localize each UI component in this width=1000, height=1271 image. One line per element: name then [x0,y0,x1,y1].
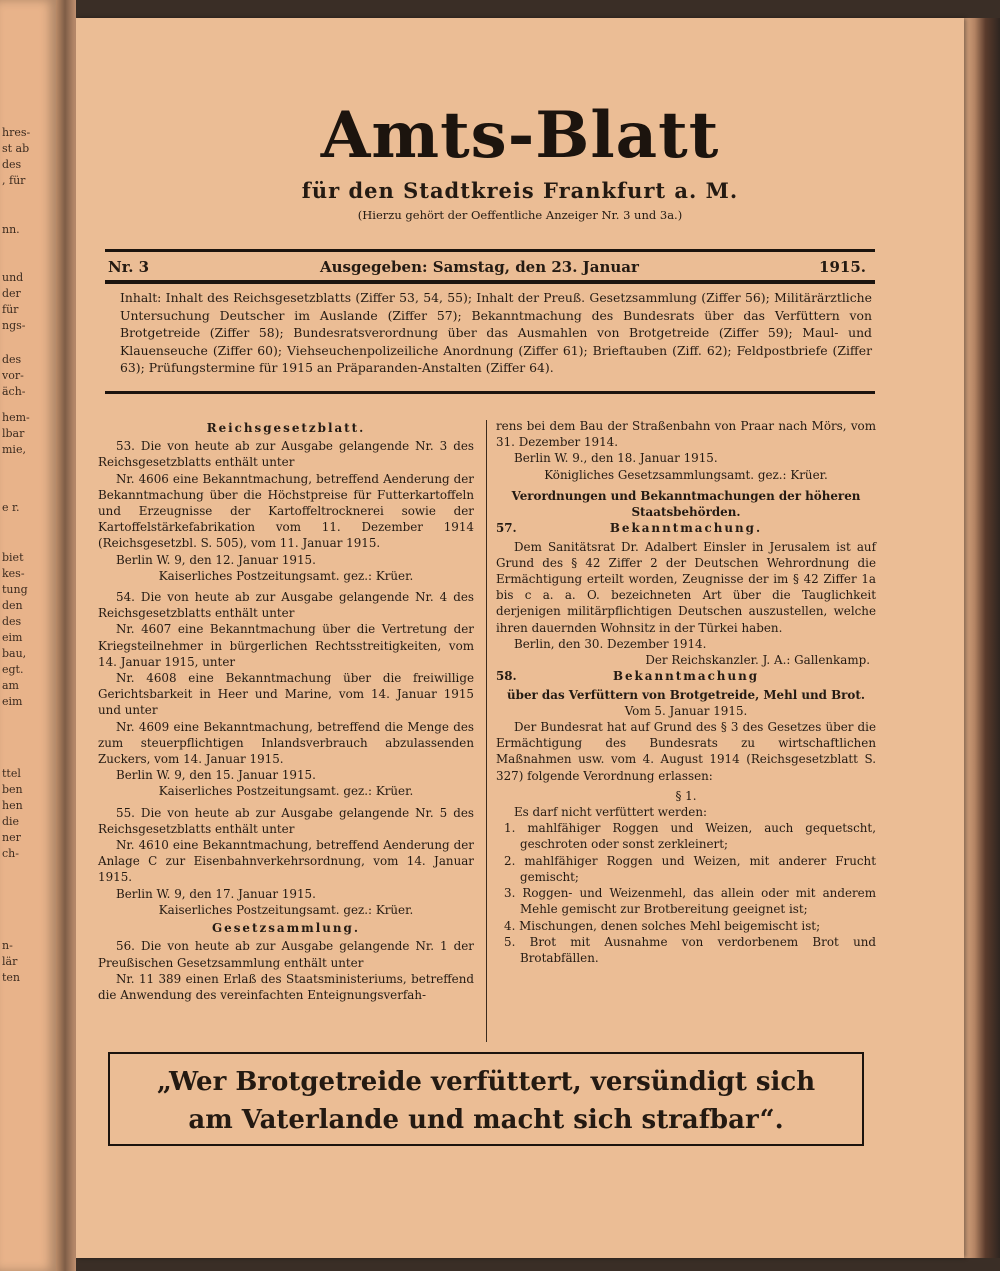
paragraph: rens bei dem Bau der Straßenbahn von Praar nach Mörs, vom 31. Dezember 1914. [496,419,876,450]
rule-toc-bottom [105,391,875,394]
facing-page-text-fragment: egt. [2,663,24,676]
facing-page-text-fragment: vor- [2,369,24,382]
notice-heading: Bekanntmachung [612,669,760,684]
column-right [496,418,876,966]
list-item: 2. mahlfähiger Roggen und Weizen, mit anderer Frucht gemischt; [504,853,876,884]
facing-page-text-fragment: e r. [2,501,20,514]
dateline: Berlin W. 9., den 18. Januar 1915. [514,451,718,466]
list-item: 4. Mischungen, denen solches Mehl beigemischt ist; [504,918,821,933]
signature: Kaiserliches Postzeitungsamt. gez.: Krüer. [158,902,414,917]
facing-page-text-fragment: am [2,679,19,692]
prohibited-list [496,820,876,966]
paragraph: 53. Die von heute ab zur Ausgabe gelangende Nr. 3 des Reichsgesetzblatts enthält unter [98,439,474,470]
dateline: Berlin, den 30. Dezember 1914. [514,636,707,651]
facing-page-text-fragment: ner [2,831,21,844]
paragraph: 55. Die von heute ab zur Ausgabe gelangende Nr. 5 des Reichsgesetzblatts enthält unter [98,805,474,836]
signature: Kaiserliches Postzeitungsamt. gez.: Krüer. [158,568,414,583]
issue-number: Nr. 3 [108,258,150,276]
paragraph: Nr. 4608 eine Bekanntmachung über die freiwillige Gerichtsbarkeit in Heer und Marine, vom 14. Januar 1915 und unter [98,671,474,718]
paragraph: Nr. 4609 eine Bekanntmachung, betreffend die Menge des zum steuerpflichtigen Inlandsverbrauch abzulassenden Zuckers, vom 14. Januar 1915. [98,719,474,767]
masthead-note: (Hierzu gehört der Oeffentliche Anzeiger Nr. 3 und 3a.) [357,208,683,222]
rule-top [105,249,875,252]
signature: Kaiserliches Postzeitungsamt. gez.: Krüer. [158,784,414,799]
facing-page-text-fragment: des [2,353,22,366]
paragraph: Nr. 11 389 einen Erlaß des Staatsministeriums, betreffend die Anwendung des vereinfachten Enteignungsverfah- [98,971,474,1002]
masthead-title: Amts-Blatt [320,98,720,173]
masthead-subtitle: für den Stadtkreis Frankfurt a. M. [301,178,739,203]
rule-issue-bottom [105,280,875,284]
facing-page-text-fragment: ttel [2,767,21,780]
facing-page-text-fragment: kes- [2,567,25,580]
facing-page-text-fragment: des [2,158,22,171]
signature: Der Reichskanzler. J. A.: Gallenkamp. [645,653,870,668]
facing-page-text-fragment: äch- [2,385,26,398]
facing-page-text-fragment: die [2,815,20,828]
section-heading: Reichsgesetzblatt. [206,421,366,435]
facing-page-text-fragment: biet [2,551,24,564]
paragraph: Dem Sanitätsrat Dr. Adalbert Einsler in Jerusalem ist auf Grund des § 42 Ziffer 2 der Deutschen Wehrordnung die Ermächtigung erteilt worden, Zeugnisse der im § 42 Ziffer 1a bis c a. a. O. bezeichneten Art über die Tauglichkeit derjenigen militärpflichtigen Deutschen auszustellen, welche ihren dauernden Wohnsitz in der Türkei haben. [496,539,876,635]
facing-page-text-fragment: bau, [2,647,27,660]
facing-page-text-fragment: , für [2,174,26,187]
facing-page-text-fragment: n- [2,939,13,952]
dateline: Berlin W. 9, den 12. Januar 1915. [116,552,316,567]
facing-page-text-fragment: den [2,599,23,612]
slogan-line-1: „Wer Brotgetreide verfüttert, versündigt sich [156,1067,816,1097]
notice-heading: Bekanntmachung. [609,521,763,536]
issue-year: 1915. [819,258,866,276]
facing-page-text-fragment: mie, [2,443,26,456]
newspaper-page [76,18,964,1258]
section-heading: Verordnungen und Bekanntmachungen der höheren Staatsbehörden. [511,488,861,520]
facing-page-text-fragment: st ab [2,142,30,155]
signature: Königliches Gesetzsammlungsamt. gez.: Krüer. [544,467,828,482]
facing-page-text-fragment: des [2,615,22,628]
list-item: 5. Brot mit Ausnahme von verdorbenem Brot und Brotabfällen. [504,934,876,965]
left-facing-page [0,0,56,1271]
paragraph: Nr. 4610 eine Bekanntmachung, betreffend Aenderung der Anlage C zur Eisenbahnverkehrsordnung, vom 14. Januar 1915. [98,838,474,885]
issue-date: Ausgegeben: Samstag, den 23. Januar [320,258,639,276]
table-of-contents: Inhalt: Inhalt des Reichsgesetzblatts (Ziffer 53, 54, 55); Inhalt der Preuß. Gesetzsammlung (Ziffer 56); Militärärztliche Untersuchung Deutscher im Auslande (Ziffer 57); Bekanntmachung des Bundesrats über das Verfüttern von Brotgetreide (Ziffer 58); Bundesratsverordnung über das Ausmahlen von Brotgetreide (Ziffer 59); Maul- und Klauenseuche (Ziffer 60); Viehseuchenpolizeiliche Anordnung (Ziffer 61); Brieftauben (Ziff. 62); Feldpostbriefe (Ziffer 63); Prüfungstermine für 1915 an Präparanden-Anstalten (Ziffer 64). [120,290,872,376]
facing-page-text-fragment: hen [2,799,23,812]
paragraph-sign: § 1. [675,788,697,803]
facing-page-text-fragment: eim [2,631,23,644]
facing-page-text-fragment: ben [2,783,23,796]
facing-page-text-fragment: der [2,287,21,300]
section-heading: Gesetzsammlung. [211,921,361,936]
paragraph: Der Bundesrat hat auf Grund des § 3 des Gesetzes über die Ermächtigung des Bundesrats zu wirtschaftlichen Maßnahmen usw. vom 4. August 1914 (Reichsgesetzblatt S. 327) folgende Verordnung erlassen: [496,720,876,783]
column-divider [486,420,487,1042]
facing-page-text-fragment: tung [2,583,28,596]
facing-page-text-fragment: hres- [2,126,31,139]
facing-page-text-fragment: nn. [2,223,20,236]
facing-page-text-fragment: lär [2,955,18,968]
paragraph: 54. Die von heute ab zur Ausgabe gelangende Nr. 4 des Reichsgesetzblatts enthält unter [98,590,474,621]
slogan-line-2: am Vaterlande und macht sich strafbar“. [188,1105,784,1135]
item-number: 57. [496,521,517,536]
notice-subheading: über das Verfüttern von Brotgetreide, Mehl und Brot. [507,687,865,702]
facing-page-text-fragment: hem- [2,411,30,424]
paragraph: 56. Die von heute ab zur Ausgabe gelangende Nr. 1 der Preußischen Gesetzsammlung enthält unter [98,939,474,970]
facing-page-text-fragment: und [2,271,24,284]
dateline: Berlin W. 9, den 17. Januar 1915. [116,886,316,901]
paragraph: Nr. 4606 eine Bekanntmachung, betreffend Aenderung der Bekanntmachung über die Höchstpreise für Futterkartoffeln und Erzeugnisse der Kartoffeltrocknerei sowie der Kartoffelstärkefabrikation vom 11. Dezember 1914 (Reichsgesetzbl. S. 505), vom 11. Januar 1915. [98,471,474,551]
facing-page-text-fragment: lbar [2,427,25,440]
list-item: 1. mahlfähiger Roggen und Weizen, auch gequetscht, geschroten oder sonst zerkleinert; [504,821,876,852]
column-left [98,418,474,1003]
facing-page-text-fragment: ngs- [2,319,26,332]
notice-date: Vom 5. Januar 1915. [624,703,748,718]
list-item: 3. Roggen- und Weizenmehl, das allein oder mit anderem Mehle gemischt zur Brotbereitung geeignet ist; [504,886,876,917]
paragraph: Es darf nicht verfüttert werden: [514,805,708,820]
facing-page-text-fragment: eim [2,695,23,708]
facing-page-text-fragment: ten [2,971,21,984]
book-edge [964,18,1000,1258]
paragraph: Nr. 4607 eine Bekanntmachung über die Vertretung der Kriegsteilnehmer in bürgerlichen Rechtsstreitigkeiten, vom 14. Januar 1915, unter [98,622,474,669]
facing-page-text-fragment: ch- [2,847,19,860]
facing-page-text-fragment: für [2,303,19,316]
item-number: 58. [496,669,517,684]
book-gutter [56,0,76,1271]
slogan-banner [108,1052,864,1146]
dateline: Berlin W. 9, den 15. Januar 1915. [116,768,316,783]
